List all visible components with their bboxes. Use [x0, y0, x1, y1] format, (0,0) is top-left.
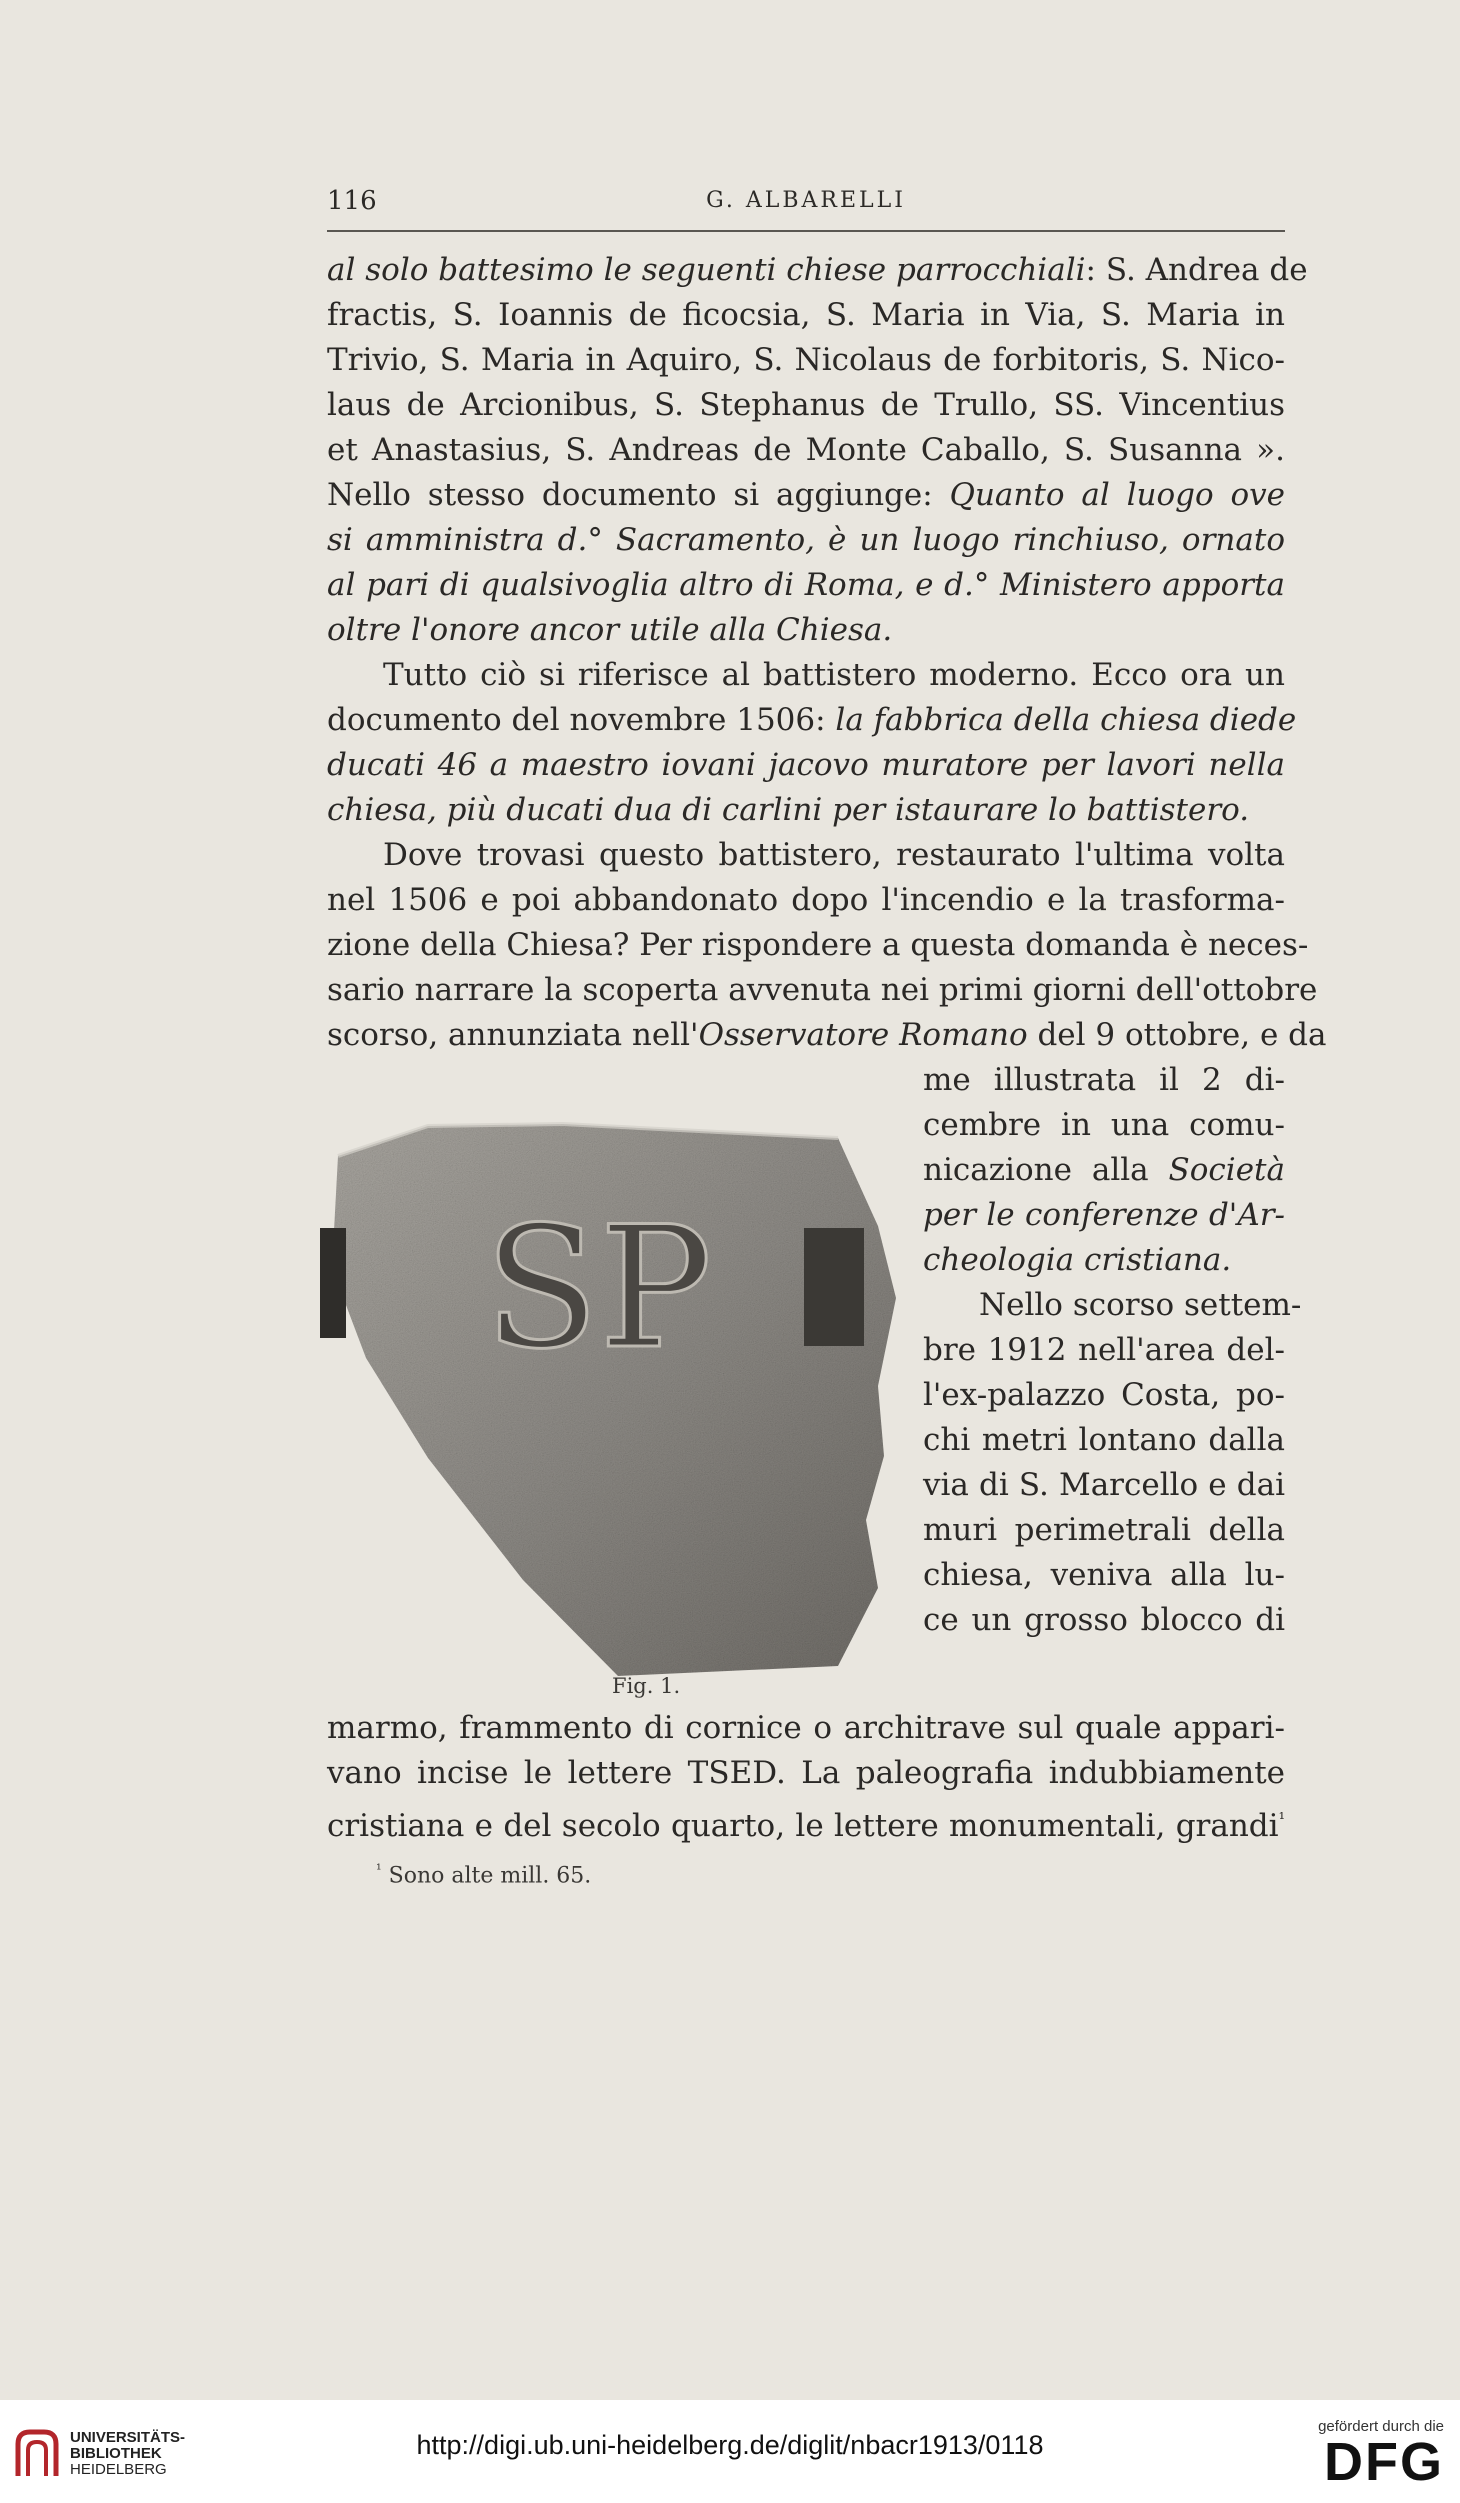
figure-marble-fragment — [318, 1118, 930, 1680]
text-segment: Nello scorso settem- — [979, 1287, 1302, 1323]
body-text-bottom — [327, 1706, 1285, 1844]
text-segment: scorso, annunziata nell' — [327, 1017, 699, 1053]
text-line — [923, 1328, 1285, 1373]
carved-letter-fragment-right — [804, 1228, 864, 1346]
text-segment: chiesa, più ducati dua di carlini per istaurare lo battistero. — [327, 792, 1250, 828]
figure-caption: Fig. 1. — [612, 1674, 681, 1698]
text-line — [327, 383, 1285, 428]
dfg-wordmark: DFG — [1324, 2432, 1444, 2492]
text-segment: bre 1912 nell'area del- — [923, 1332, 1285, 1368]
text-line — [923, 1283, 1302, 1328]
funding-text: gefördert durch die — [1318, 2418, 1444, 2435]
text-line — [327, 608, 1285, 653]
text-line — [327, 1751, 1285, 1796]
text-segment: ce un grosso blocco di — [923, 1602, 1285, 1638]
permalink-url[interactable]: http://digi.ub.uni-heidelberg.de/diglit/nbacr1913/0118 — [416, 2430, 1044, 2460]
text-line — [327, 653, 1285, 698]
text-segment: zione della Chiesa? Per rispondere a questa domanda è neces- — [327, 927, 1309, 963]
body-text-top — [327, 248, 1327, 1058]
text-segment: si amministra d.° Sacramento, è un luogo rinchiuso, ornato — [327, 522, 1285, 558]
text-line — [923, 1238, 1285, 1283]
text-line — [327, 788, 1285, 833]
text-line — [923, 1103, 1285, 1148]
text-line — [923, 1508, 1285, 1553]
text-line — [327, 1706, 1285, 1751]
text-line — [923, 1418, 1285, 1463]
text-line — [327, 338, 1285, 383]
text-segment: al pari di qualsivoglia altro di Roma, e d.° Ministero apporta — [327, 567, 1285, 603]
text-line — [923, 1058, 1285, 1103]
text-line — [923, 1553, 1285, 1598]
footnote-reference: ¹ — [1278, 1809, 1285, 1828]
text-segment: via di S. Marcello e dai — [923, 1467, 1285, 1503]
text-segment: per le conferenze d'Ar- — [923, 1197, 1285, 1233]
marble-fragment-photo — [318, 1118, 930, 1680]
body-text-side — [923, 1058, 1302, 1643]
library-name: UNIVERSITÄTS- BIBLIOTHEK HEIDELBERG — [70, 2429, 186, 2478]
text-segment: et Anastasius, S. Andreas de Monte Caballo, S. Susanna ». — [327, 432, 1285, 468]
text-line — [327, 473, 1285, 518]
text-line — [923, 1463, 1285, 1508]
text-segment: vano incise le lettere TSED. La paleografia indubbiamente — [327, 1755, 1285, 1791]
page-number: 116 — [327, 186, 377, 216]
text-segment: l'ex-palazzo Costa, po- — [923, 1377, 1285, 1413]
dfg-logo[interactable] — [1294, 2418, 1444, 2492]
text-segment: Società — [1168, 1152, 1285, 1188]
text-line — [327, 428, 1285, 473]
text-line — [327, 878, 1285, 923]
text-line — [327, 248, 1308, 293]
text-segment: nel 1506 e poi abbandonato dopo l'incendio e la trasforma- — [327, 882, 1285, 918]
text-segment: Trivio, S. Maria in Aquiro, S. Nicolaus de forbitoris, S. Nico- — [327, 342, 1285, 378]
text-line — [327, 923, 1309, 968]
text-line — [923, 1148, 1285, 1193]
text-segment: chi metri lontano dalla — [923, 1422, 1285, 1458]
text-segment: me illustrata il 2 di- — [923, 1062, 1285, 1098]
text-segment: Tutto ciò si riferisce al battistero moderno. Ecco ora un — [383, 657, 1285, 693]
header-rule — [327, 230, 1285, 232]
text-line — [327, 968, 1318, 1013]
text-segment: al solo battesimo le seguenti chiese parrocchiali — [327, 252, 1086, 288]
text-segment: marmo, frammento di cornice o architrave sul quale appari- — [327, 1710, 1285, 1746]
text-segment: la fabbrica della chiesa diede — [835, 702, 1297, 738]
carved-letters: SP — [484, 1190, 713, 1386]
text-segment: ducati 46 a maestro iovani jacovo muratore per lavori nella — [327, 747, 1285, 783]
footnote — [376, 1862, 591, 1888]
text-segment: chiesa, veniva alla lu- — [923, 1557, 1285, 1593]
text-segment: sario narrare la scoperta avvenuta nei primi giorni dell'ottobre — [327, 972, 1318, 1008]
text-line — [923, 1598, 1285, 1643]
running-title: G. ALBARELLI — [706, 188, 906, 213]
carved-letter-fragment-left — [320, 1228, 346, 1338]
text-segment: Nello stesso documento si aggiunge: — [327, 477, 950, 513]
text-segment: laus de Arcionibus, S. Stephanus de Trullo, SS. Vincentius — [327, 387, 1285, 423]
page-header — [327, 186, 1285, 222]
footnote-marker: ¹ — [376, 1862, 382, 1878]
footnote-text: Sono alte mill. 65. — [388, 1863, 592, 1889]
text-segment: muri perimetrali della — [923, 1512, 1285, 1548]
text-line — [327, 563, 1285, 608]
text-segment: del 9 ottobre, e da — [1027, 1017, 1327, 1053]
text-segment: : S. Andrea de — [1085, 252, 1308, 288]
footer-bar — [0, 2400, 1460, 2503]
text-line — [327, 293, 1285, 338]
text-segment: documento del novembre 1506: — [327, 702, 836, 738]
text-line — [327, 743, 1285, 788]
text-segment: cembre in una comu- — [923, 1107, 1285, 1143]
text-line — [327, 698, 1297, 743]
text-line — [327, 1796, 1285, 1844]
text-segment: cheologia cristiana. — [923, 1242, 1232, 1278]
text-line — [327, 833, 1285, 878]
text-line — [923, 1193, 1285, 1238]
text-segment: Dove trovasi questo battistero, restaurato l'ultima volta — [383, 837, 1285, 873]
text-line — [923, 1373, 1285, 1418]
text-segment: nicazione alla — [923, 1152, 1169, 1188]
text-segment: cristiana e del secolo quarto, le lettere monumentali, grandi — [327, 1808, 1279, 1844]
text-line — [327, 518, 1285, 563]
text-segment: fractis, S. Ioannis de ficocsia, S. Maria in Via, S. Maria in — [327, 297, 1285, 333]
text-line — [327, 1013, 1327, 1058]
text-segment: Osservatore Romano — [698, 1017, 1028, 1053]
text-segment: Quanto al luogo ove — [949, 477, 1286, 513]
text-segment: oltre l'onore ancor utile alla Chiesa. — [327, 612, 893, 648]
